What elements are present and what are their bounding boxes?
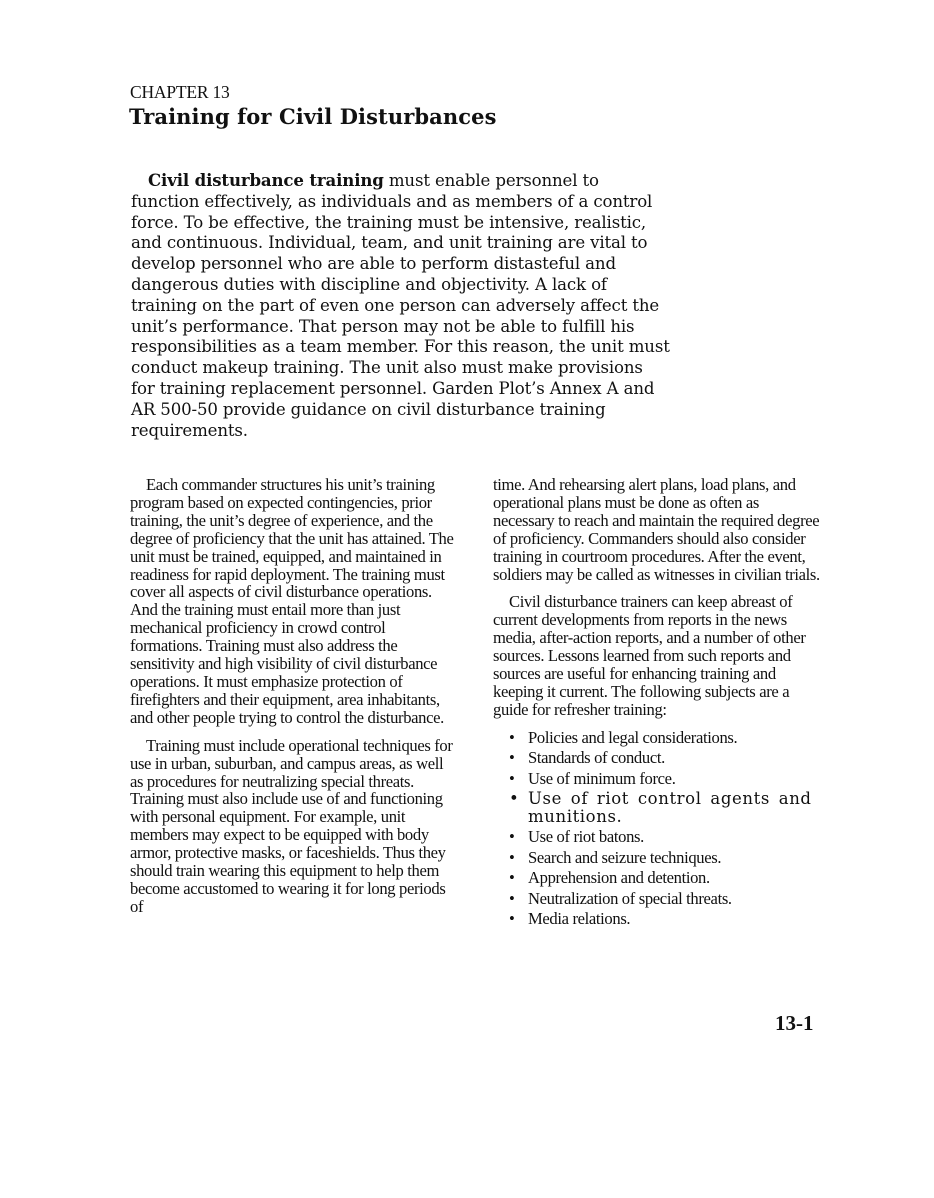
continued-paragraph: time. And rehearsing alert plans, load plans, and operational plans must be done as often as necessary to reach and maintain the required degree of proficiency. Commanders should also consider training in courtroom procedures. After the event, soldiers may be called as witnesses in civilian trials. [493,475,820,584]
bullet-icon: • [509,847,515,867]
refresher-training-list [493,729,823,928]
right-column [493,476,823,930]
list-item: • Standards of conduct. [509,748,665,768]
bullet-icon: • [509,868,515,888]
list-item: • Media relations. [509,908,631,928]
list-item: • Use of minimum force. [509,768,676,788]
bullet-icon: • [509,748,515,768]
chapter-title: Training for Civil Disturbances [129,104,497,129]
bullet-icon: • [509,908,515,928]
left-column [130,476,460,916]
page-number: 13-1 [775,1011,814,1035]
intro-text: must enable personnel to function effectively, as individuals and as members of a control force. To be effective, the training must be intensive, realistic, and continuous. Individual, team, and unit training are vital to develop personnel who are able to perform distasteful and dangerous duties with discipline and objectivity. A lack of training on the part of even one person can adversely affect the unit’s performance. That person may not be able to fulfill his responsibilities as a team member. For this reason, the unit must conduct makeup training. The unit also must make provisions for training replacement personnel. Garden Plot’s Annex A and AR 500-50 provide guidance on civil disturbance training requirements. [131,171,670,440]
bullet-icon: • [509,789,520,808]
intro-lead-term: Civil disturbance training [148,170,384,190]
chapter-label: CHAPTER 13 [130,82,230,102]
list-item: • Neutralization of special threats. [509,888,732,908]
list-item: • Apprehension and detention. [509,868,710,888]
body-paragraph: Each commander structures his unit’s training program based on expected contingencies, prior training, the unit’s degree of experience, and the degree of proficiency that the unit has attained. The unit must be trained, equipped, and maintained in readiness for rapid deployment. The training must cover all aspects of civil disturbance operations. And the training must entail more than just mechanical proficiency in crowd control formations. Training must also address the sensitivity and high visibility of civil disturbance operations. It must emphasize protection of firefighters and their equipment, area inhabitants, and other people trying to control the disturbance. [130,475,454,727]
bullet-icon: • [509,827,515,847]
list-item: • Policies and legal considerations. [509,727,738,747]
list-item: • Use of riot batons. [509,827,644,847]
intro-paragraph [131,170,671,441]
list-item: • Use of riot control agents and munitions. [509,789,812,826]
body-paragraph: Training must include operational techniques for use in urban, suburban, and campus areas, as well as procedures for neutralizing special threats. Training must also include use of and functioning with personal equipment. For example, unit members may expect to be equipped with body armor, protective masks, or faceshields. Thus they should train wearing this equipment to help them become accustomed to wearing it for long periods of [130,735,453,916]
body-paragraph: Civil disturbance trainers can keep abreast of current developments from reports in the news media, after-action reports, and a number of other sources. Lessons learned from such reports and sources are useful for enhancing training and keeping it current. The following subjects are a guide for refresher training: [493,592,806,719]
bullet-icon: • [509,888,515,908]
list-item: • Search and seizure techniques. [509,847,722,867]
bullet-icon: • [509,727,515,747]
bullet-icon: • [509,768,515,788]
